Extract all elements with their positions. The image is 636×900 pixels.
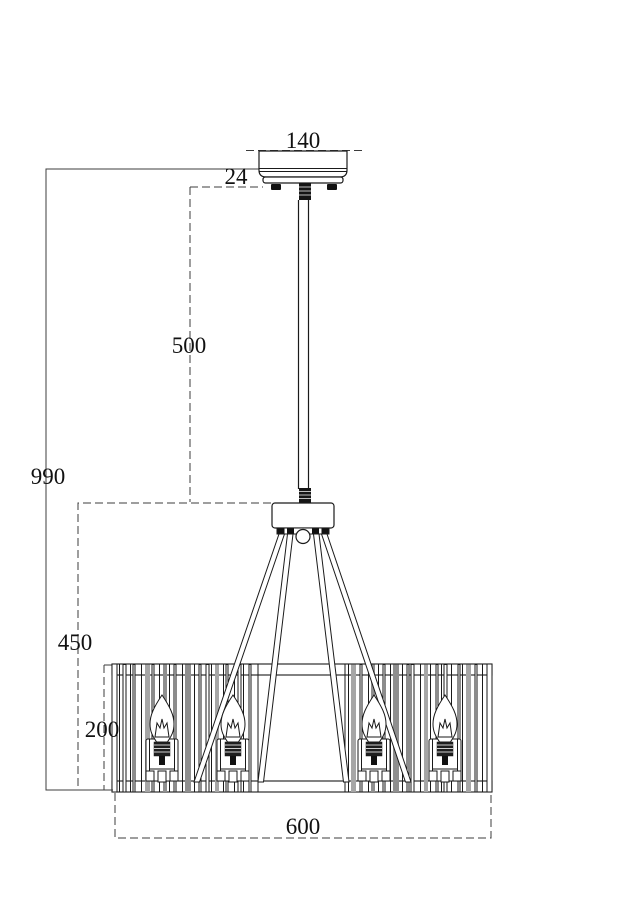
arm-inner-left [258,534,293,782]
cage-bar [351,665,356,793]
shade-right-wall [487,664,492,792]
label-shade-width: 600 [285,814,321,839]
cage-bar [424,665,428,793]
cage-bar [466,665,471,793]
candle-bulb [429,695,461,782]
suspension-rod [299,200,309,489]
canopy-base-plate [263,177,343,183]
arm-inner-right [314,534,350,782]
cage-bar [475,665,477,793]
dim-990-line [46,169,347,790]
canopy-screw [327,184,337,190]
arm-mount [322,529,329,534]
arm-mount [287,529,294,534]
canopy-body [259,151,347,177]
threaded-joint-bottom [299,488,311,503]
label-canopy-height: 24 [224,164,248,189]
cage-bar [123,665,126,793]
hub-finial-ball [296,530,310,544]
cage-bar [133,665,135,793]
ceiling-canopy [259,151,347,200]
label-rod-length: 500 [171,333,207,358]
dimension-total-height [46,169,347,790]
cage-bar [393,665,399,793]
label-total-height: 990 [30,464,66,489]
cage-bar [411,665,414,793]
arm-mount [312,529,319,534]
canopy-screw [271,184,281,190]
label-body-height: 450 [57,630,93,655]
hub-body [272,503,334,528]
cage-bar [206,665,209,793]
label-canopy-width: 140 [285,128,321,153]
arm-mount [278,529,285,534]
cage-bar [185,665,191,793]
label-shade-height: 200 [84,717,120,742]
candle-bulb [146,695,178,782]
